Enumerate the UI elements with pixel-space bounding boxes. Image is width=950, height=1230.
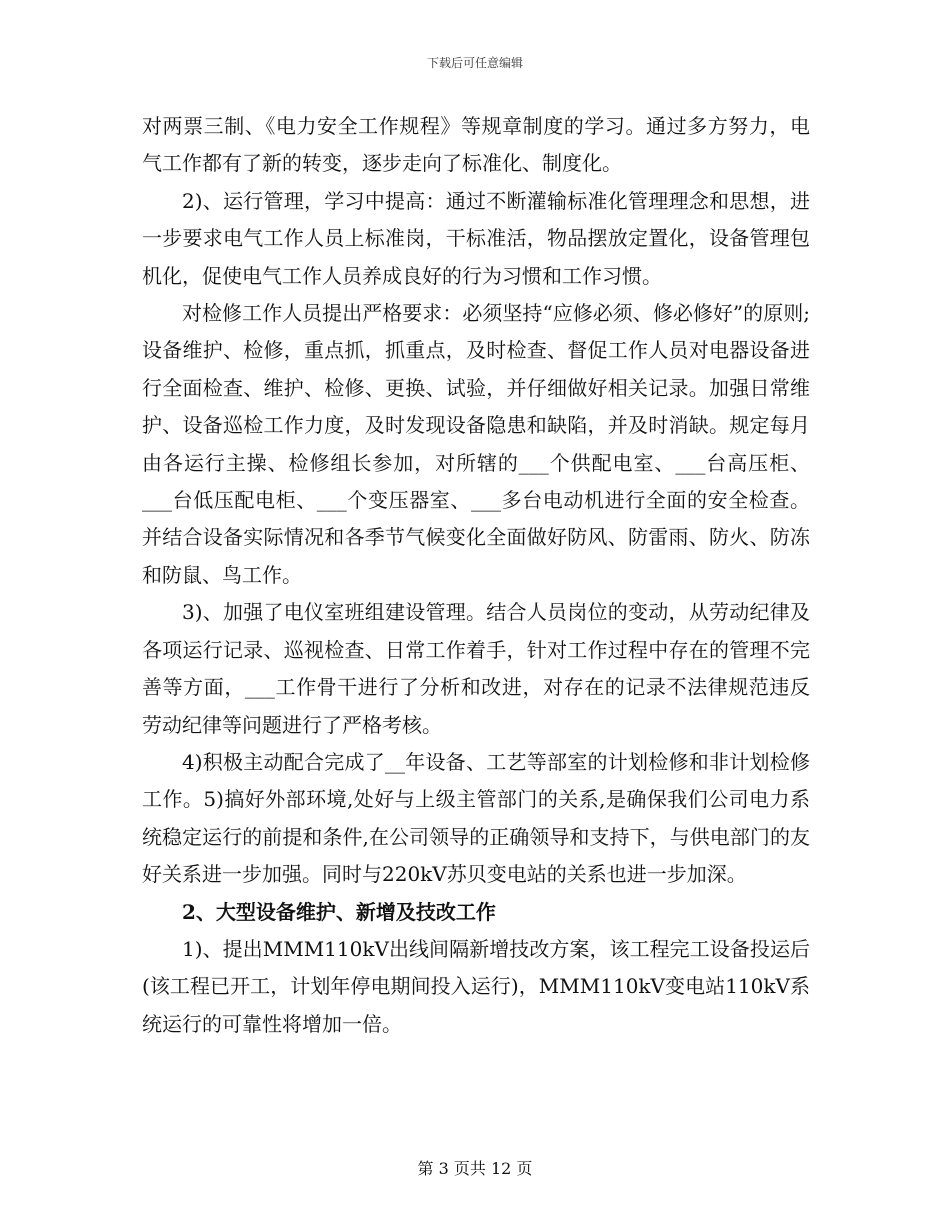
paragraph-4: 3)、加强了电仪室班组建设管理。结合人员岗位的变动，从劳动纪律及各项运行记录、巡视检查、日常工作着手，针对工作过程中存在的管理不完善等方面，___工作骨干进行了分析和改进，对存在的记录不法律规范违反劳动纪律等问题进行了严格考核。: [142, 600, 810, 737]
page-footer: 第 3 页共 12 页: [417, 1159, 533, 1178]
paragraph-6: 1)、提出MMM110kV出线间隔新增技改方案，该工程完工设备投运后(该工程已开工，计划年停电期间投入运行)，MMM110kV变电站110kV系统运行的可靠性将增加一倍。: [142, 936, 810, 1036]
paragraph-2: 2)、运行管理，学习中提高：通过不断灌输标准化管理理念和思想，进一步要求电气工作人员上标准岗，干标准活，物品摆放定置化，设备管理包机化，促使电气工作人员养成良好的行为习惯和工作习惯。: [142, 188, 810, 288]
page-header: 下载后可任意编辑: [426, 56, 523, 70]
section-heading: 2、大型设备维护、新增及技改工作: [182, 899, 496, 924]
paragraph-3: 对检修工作人员提出严格要求：必须坚持“应修必须、修必修好”的原则;设备维护、检修，重点抓，抓重点，及时检查、督促工作人员对电器设备进行全面检查、维护、检修、更换、试验，并仔细做好相关记录。加强日常维护、设备巡检工作力度，及时发现设备隐患和缺陷，并及时消缺。规定每月由各运行主操、检修组长参加，对所辖的___个供配电室、___台高压柜、___台低压配电柜、___个变压器室、___多台电动机进行全面的安全检查。并结合设备实际情况和各季节气候变化全面做好防风、防雷雨、防火、防冻和防鼠、鸟工作。: [142, 301, 810, 587]
document-body: [142, 108, 810, 1043]
paragraph-5: 4)积极主动配合完成了__年设备、工艺等部室的计划检修和非计划检修工作。5)搞好外部环境,处好与上级主管部门的关系,是确保我们公司电力系统稳定运行的前提和条件,在公司领导的正确领导和支持下，与供电部门的友好关系进一步加强。同时与220kV苏贝变电站的关系也进一步加深。: [142, 749, 810, 887]
paragraph-1: 对两票三制、《电力安全工作规程》等规章制度的学习。通过多方努力，电气工作都有了新的转变，逐步走向了标准化、制度化。: [142, 114, 810, 176]
